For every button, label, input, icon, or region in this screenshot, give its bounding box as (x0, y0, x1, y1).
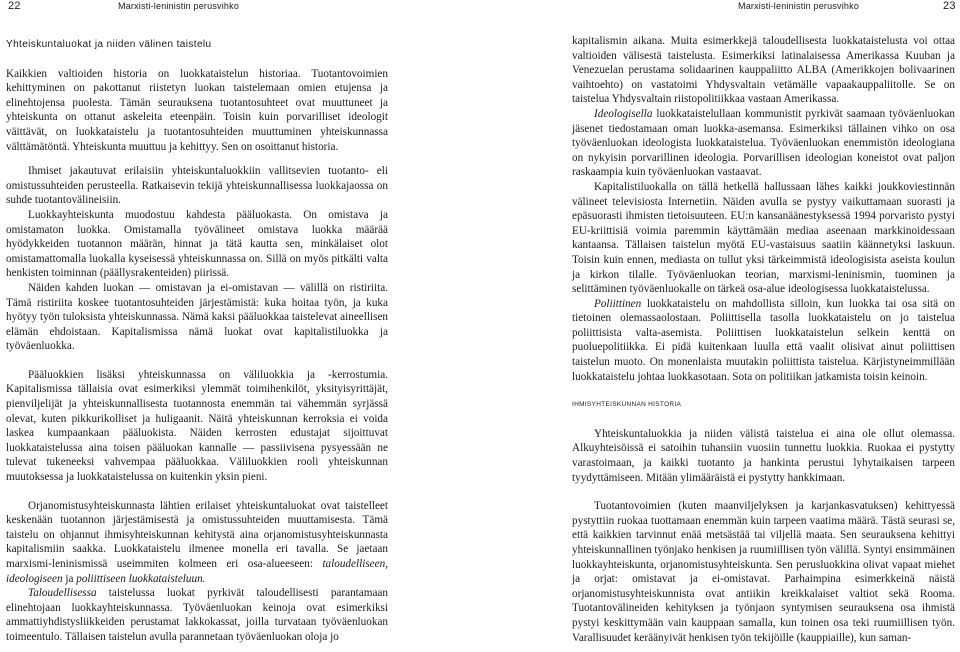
paragraph: Näiden kahden luokan — omistavan ja ei-omistavan — välillä on ristiriita. Tämä ristiriita koskee tuotantosuhteiden järjestämistä: kuka hoitaa työn, ja kuka hyötyy työn tuloksista yhteiskunnassa. Nämä kaksi pääluokkaa taistelevat aineellisen elämän ehdoistaan. Kapitalismissa nämä luokat ovat kapitalistiluokka ja työväenluokka. (6, 281, 388, 353)
paragraph: Kaikkien valtioiden historia on luokkataistelun historiaa. Tuotantovoimien kehittyminen on pakottanut riistetyn luokan taistelemaan omien etujensa ja elinehtojensa puolesta. Tämän seurauksena tuotantosuhteet ovat muuttuneet ja yhteiskunta on ottanut askeleita eteenpäin. Toisin kuin porvarilliset ideologit väittävät, on luokkataistelu ja tuotantosuhteiden muuttuminen yhteiskunnassa välttämätöntä. Yhteiskunta muuttuu ja kehittyy. Sen on osoittanut historia. (6, 67, 388, 153)
right-column (572, 34, 955, 645)
right-running-title: Marxisti-leninistin perusvihko (738, 1, 860, 11)
paragraph: Orjanomistusyhteiskunnasta lähtien erilaiset yhteiskuntaluokat ovat taistelleet keskenään tuotannon järjestämisestä ja omistussuhteiden muuttamisesta. Tämä taistelu on ohjannut ihmisyhteiskunnan kehitystä aina orjanomistusyhteiskunnasta kapitalismiin saakka. Luokkataistelu ilmenee monella eri tavalla. Se jaetaan marxismi-leninismissä useimmiten kolmeen eri osa-alueeseen: taloudelliseen, ideologiseen ja poliittiseen luokkataisteluun. (6, 499, 388, 585)
section-heading: Yhteiskuntaluokat ja niiden välinen taistelu (6, 39, 212, 50)
paragraph: Poliittinen luokkataistelu on mahdollista silloin, kun luokka tai osa sitä on tietoinen olemassaolostaan. Poliittisella tasolla luokkataistelu on jo taistelua poliittisista valta-asemista. Poliittisen luokkataistelun selkein kenttä on puoluepolitiikka. Ei pidä kuitenkaan luulla että vaalit olisivat ainut poliittisen taistelun muoto. On monenlaista muutakin poliittista taistelua. Kärjistyneimmillään luokkataistelu johtaa luokkasotaan. Sota on politiikan jatkamista toisin keinoin. (572, 297, 955, 383)
paragraph: kapitalismin aikana. Muita esimerkkejä taloudellisesta luokkataistelusta voi ottaa valtioiden välisestä taistelusta. Esimerkiksi latinalaisessa Amerikassa Kuuban ja Venezuelan perustama solidaarinen kauppaliitto ALBA (Amerikkojen bolivaarinen vaihtoehto) on vastatoimi Yhdysvaltain vetämälle vapaakauppaliitolle. Se on taistelua Yhdysvaltain riistopolitiikkaa vastaan Amerikassa. (572, 35, 955, 106)
left-running-title: Marxisti-leninistin perusvihko (118, 1, 240, 11)
paragraph: Luokkayhteiskunta muodostuu kahdesta pääluokasta. On omistava ja omistamaton luokka. Omistamalla työvälineet omistava luokka määrää hyödykkeiden tuotannon määrän, hinnat ja tätä kautta sen, minkälaiset olot omistamattomalla luokalla kyseisessä yhteiskunnassa on. Sillä on myös pitkälti valta henkisten toiminnan (päällysrakenteiden) piirissä. (6, 208, 388, 280)
paragraph: Kapitalistiluokalla on tällä hetkellä hallussaan lähes kaikki joukkoviestinnän välineet televisiosta Internetiin. Näiden avulla se pystyy vaikuttamaan suorasti ja epäsuorasti ihmisten tietoisuuteen. EU:n kansanäänestyksessä 1994 porvaristo pystyi EU-kriittisiä voimia paremmin käyttämään mediaa aseenaan markkinoidessaan kantaansa. Tällaisen taistelun myötä EU-vastaisuus saatiin käännetyksi laskuun. Toisin kuin ennen, mediasta on tullut yksi tärkeimmistä ideologisista aseista koulun ja kirkon tilalle. Työväenluokan teorian, marxismi-leninismin, tuominen ja selittäminen työväenluokalle on tärkeä osa-alue ideologisessa luokkataistelussa. (572, 180, 955, 296)
paragraph: Tuotantovoimien (kuten maanviljelyksen ja karjankasvatuksen) kehittyessä pystyttiin ruokaa tuottamaan enemmän kuin tarpeen vaatima määrä. Tästä seurasi se, että kaikkien tarvinnut enää metsästää tai viljellä maata. Sen seurauksena kehittyi yhteiskunnallinen työnjako henkisen ja ruumiillisen työn välillä. Syntyi ensimmäinen luokkayhteiskunta, orjanomistusyhteiskunta. Sen perusluokkina olivat vapaat miehet ja orjat: omistavat ja ei-omistavat. Parhaimpina esimerkkeinä näistä orjanomistusyhteiskunnista ovat antiikin kreikkalaiset valtiot sekä Rooma. Tuotantovälineiden kehityksen ja työnjaon syntymisen seurauksena osa ihmistä pystyi keskittymään vain kauppaan samalla, kun toinen osa teki ruumiillisen työn. Varallisuudet keräänyivät henkisen työn tekijöille (kauppiaille), kun saman- (572, 500, 955, 644)
right-page-number: 23 (943, 0, 956, 12)
paragraph: Pääluokkien lisäksi yhteiskunnassa on väliluokkia ja -kerrostumia. Kapitalismissa tällaisia ovat esimerkiksi ylemmät toimihenkilöt, yksityisyrittäjät, pienviljelijät ja yhteiskunnallisesta tuotannosta enemmän tai vähemmän syrjässä olevat, kuten pikkurikolliset ja huligaanit. Näitä yhteiskunnan kerroksia ei voida laskea kumpaankaan pääluokista. Näiden kerrosten edustajat sijoittuvat luokkataistelussa aina toisen pääluokan kannalle — passiivisena pysyessään ne tulevat tukeneeksi vahvempaa pääluokkaa. Väliluokkien rooli yhteiskunnan muutoksessa ja luokkataistelussa on kuitenkin yksin pieni. (6, 368, 388, 484)
section-heading: IHMISYHTEISKUNNAN HISTORIA (572, 401, 682, 409)
left-page-number: 22 (8, 0, 21, 12)
paragraph: Ideologisella luokkataistelullaan kommunistit pyrkivät saamaan työväenluokan jäsenet tiedostamaan oman luokka-asemansa. Esimerkiksi tällainen vihko on osa työväenluokan ideologista luokkataistelua. Työväenluokan enemmistön ideologiana on nykyisin porvarillinen ideologia. Porvarillisen ideologian koneistot ovat paljon raskaampia kuin työväenluokan vastaavat. (572, 107, 955, 179)
paragraph: Yhteiskuntaluokkia ja niiden välistä taistelua ei aina ole ollut olemassa. Alkuyhteisöissä ei satoihin tuhansiin vuosiin tunnettu luokkia. Ruokaa ei pystytty varastoimaan, ja kaikki tuotanto ja hankinta perustui lyhytaikaisen tarpeen tyydyttämiseen. Mitään ylimääräistä ei pystytty hankkimaan. (572, 427, 955, 484)
paragraph: Taloudellisessa taistelussa luokat pyrkivät taloudellisesti parantamaan elinehtojaan luokkayhteiskunnassa. Työväenluokan keinoja ovat esimerkiksi ammattiyhdistysliikkeiden perustamat lakkokassat, joilla turvataan työväenluokan toimeentulo. Tällaisen taistelun avulla parannetaan työväenluokan oloja jo (6, 587, 388, 643)
left-column (6, 38, 388, 645)
paragraph: Ihmiset jakautuvat erilaisiin yhteiskuntaluokkiin vallitsevien tuotanto- eli omistussuhteiden perusteella. Ratkaisevin tekijä yhteiskunnallisessa luokkajaossa on suhde tuotantovälineisiin. (6, 165, 388, 207)
